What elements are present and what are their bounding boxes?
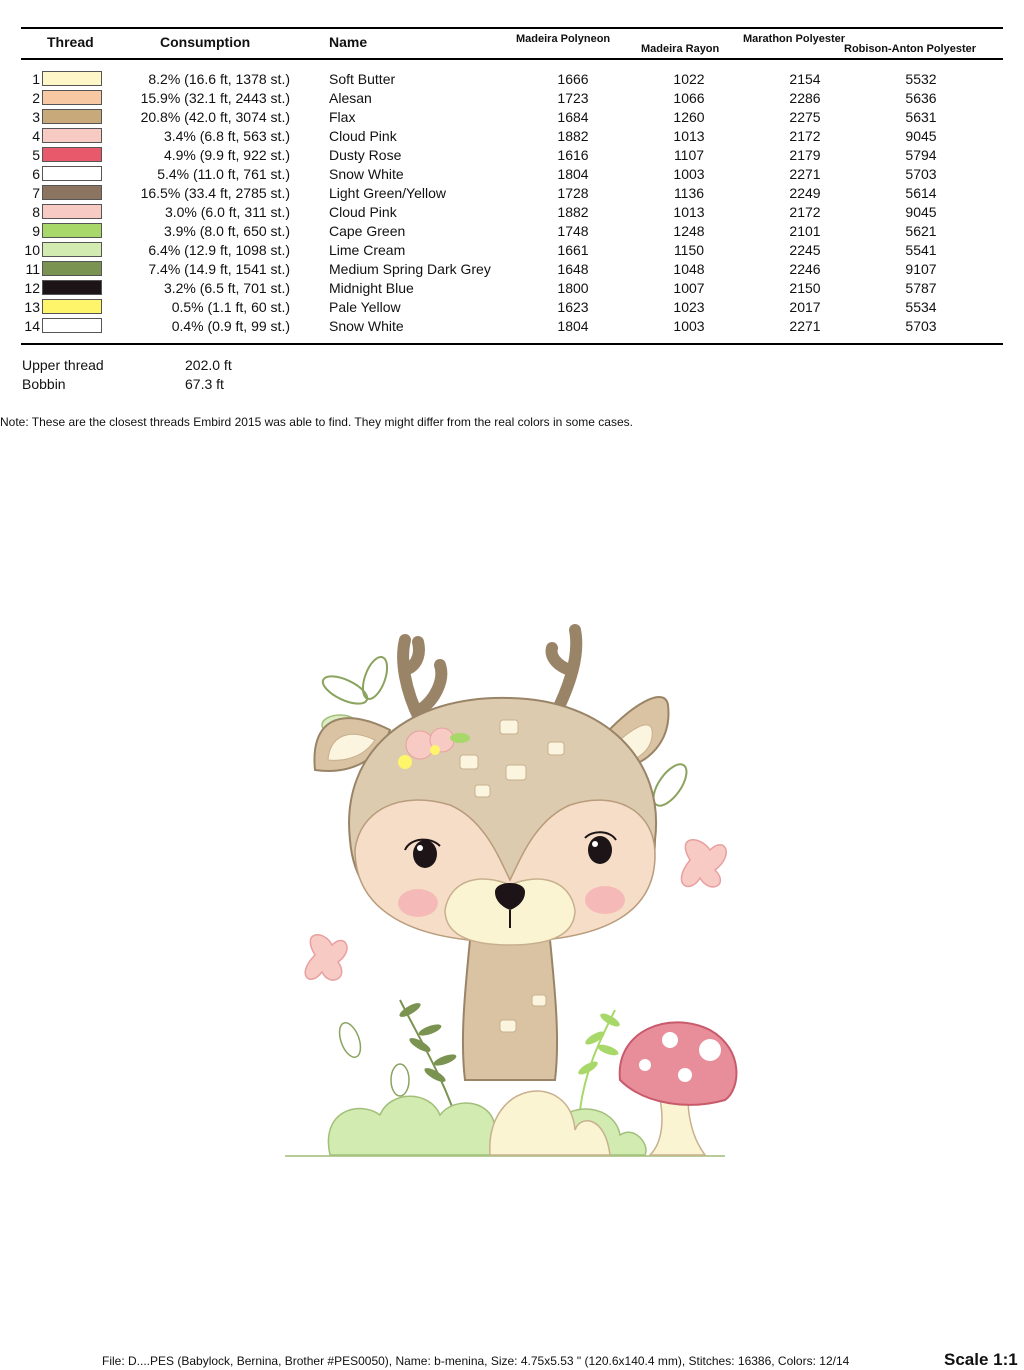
marathon-polyester-code: 2101: [789, 223, 821, 239]
madeira-polyneon-code: 1723: [557, 90, 589, 106]
table-row: [0, 203, 1024, 222]
thread-name: Light Green/Yellow: [329, 185, 447, 201]
thread-color-swatch: [42, 166, 102, 181]
thread-name: Cloud Pink: [329, 204, 397, 220]
thread-name: Lime Cream: [329, 242, 406, 258]
bobbin-label: Bobbin: [22, 376, 66, 392]
madeira-polyneon-code: 1661: [557, 242, 589, 258]
madeira-polyneon-code: 1684: [557, 109, 589, 125]
table-row: [0, 279, 1024, 298]
madeira-polyneon-code: 1882: [557, 128, 589, 144]
madeira-rayon-code: 1107: [673, 147, 705, 163]
upper-thread-value: 202.0 ft: [185, 357, 232, 373]
marathon-polyester-code: 2150: [789, 280, 821, 296]
thread-name: Snow White: [329, 318, 404, 334]
thread-consumption: 3.4% (6.8 ft, 563 st.): [163, 128, 290, 144]
header-consumption: Consumption: [160, 34, 251, 50]
marathon-polyester-code: 2286: [789, 90, 821, 106]
thread-number: 14: [24, 318, 40, 334]
table-row: [0, 127, 1024, 146]
table-row: [0, 70, 1024, 89]
marathon-polyester-code: 2172: [789, 128, 821, 144]
header-thread: Thread: [47, 34, 94, 50]
thread-color-swatch: [42, 223, 102, 238]
robison-anton-code: 5621: [905, 223, 937, 239]
thread-consumption: 7.4% (14.9 ft, 1541 st.): [148, 261, 290, 277]
header-madeira-polyneon: Madeira Polyneon: [516, 33, 611, 45]
table-row: [0, 146, 1024, 165]
madeira-polyneon-code: 1804: [557, 318, 589, 334]
thread-color-swatch: [42, 128, 102, 143]
thread-name: Snow White: [329, 166, 404, 182]
madeira-rayon-code: 1248: [673, 223, 705, 239]
madeira-polyneon-code: 1804: [557, 166, 589, 182]
robison-anton-code: 9107: [905, 261, 937, 277]
table-row: [0, 89, 1024, 108]
madeira-polyneon-code: 1800: [557, 280, 589, 296]
robison-anton-code: 9045: [905, 128, 937, 144]
madeira-rayon-code: 1022: [673, 71, 705, 87]
thread-color-swatch: [42, 318, 102, 333]
table-bottom-rule: [21, 343, 1003, 345]
robison-anton-code: 5794: [905, 147, 937, 163]
scale-label: Scale 1:1: [944, 1350, 1018, 1369]
thread-number: 11: [25, 261, 40, 277]
thread-number: 1: [32, 71, 40, 87]
thread-consumption: 6.4% (12.9 ft, 1098 st.): [148, 242, 290, 258]
thread-name: Medium Spring Dark Grey: [329, 261, 491, 277]
table-top-rule: [21, 27, 1003, 29]
robison-anton-code: 9045: [905, 204, 937, 220]
thread-color-swatch: [42, 204, 102, 219]
table-row: [0, 165, 1024, 184]
marathon-polyester-code: 2249: [789, 185, 821, 201]
table-row: [0, 108, 1024, 127]
madeira-polyneon-code: 1748: [557, 223, 589, 239]
marathon-polyester-code: 2179: [789, 147, 821, 163]
thread-name: Cape Green: [329, 223, 406, 239]
madeira-rayon-code: 1048: [673, 261, 705, 277]
thread-color-swatch: [42, 280, 102, 295]
thread-consumption: 3.0% (6.0 ft, 311 st.): [164, 204, 290, 220]
marathon-polyester-code: 2271: [789, 166, 821, 182]
marathon-polyester-code: 2275: [789, 109, 821, 125]
thread-consumption: 15.9% (32.1 ft, 2443 st.): [140, 90, 290, 106]
thread-consumption: 3.9% (8.0 ft, 650 st.): [163, 223, 290, 239]
madeira-polyneon-code: 1728: [557, 185, 589, 201]
table-row: [0, 298, 1024, 317]
thread-consumption: 20.8% (42.0 ft, 3074 st.): [140, 109, 290, 125]
table-row: [0, 260, 1024, 279]
marathon-polyester-code: 2246: [789, 261, 821, 277]
robison-anton-code: 5534: [905, 299, 937, 315]
thread-consumption: 0.5% (1.1 ft, 60 st.): [171, 299, 290, 315]
thread-color-swatch: [42, 147, 102, 162]
madeira-rayon-code: 1013: [673, 204, 705, 220]
thread-consumption: 0.4% (0.9 ft, 99 st.): [171, 318, 290, 334]
thread-note: Note: These are the closest threads Embird 2015 was able to find. They might differ from the real colors in some cases.: [0, 415, 633, 429]
thread-color-swatch: [42, 242, 102, 257]
thread-number: 9: [32, 223, 40, 239]
madeira-rayon-code: 1150: [673, 242, 705, 258]
file-info: File: D....PES (Babylock, Bernina, Brother #PES0050), Name: b-menina, Size: 4.75x5.53 " (120.6x140.4 mm), Stitches: 16386, Colors: 12/14: [102, 1354, 850, 1368]
robison-anton-code: 5636: [905, 90, 937, 106]
thread-color-swatch: [42, 109, 102, 124]
robison-anton-code: 5703: [905, 166, 937, 182]
robison-anton-code: 5631: [905, 109, 937, 125]
thread-name: Flax: [329, 109, 356, 125]
table-row: [0, 184, 1024, 203]
thread-number: 13: [24, 299, 40, 315]
thread-consumption: 16.5% (33.4 ft, 2785 st.): [140, 185, 290, 201]
madeira-rayon-code: 1260: [673, 109, 705, 125]
thread-consumption: 3.2% (6.5 ft, 701 st.): [163, 280, 290, 296]
thread-name: Alesan: [329, 90, 372, 106]
marathon-polyester-code: 2172: [789, 204, 821, 220]
thread-name: Midnight Blue: [329, 280, 414, 296]
thread-number: 5: [32, 147, 40, 163]
madeira-rayon-code: 1066: [673, 90, 705, 106]
table-row: [0, 317, 1024, 336]
robison-anton-code: 5703: [905, 318, 937, 334]
madeira-rayon-code: 1003: [673, 318, 705, 334]
robison-anton-code: 5614: [905, 185, 937, 201]
thread-number: 2: [32, 90, 40, 106]
thread-consumption: 4.9% (9.9 ft, 922 st.): [163, 147, 290, 163]
madeira-polyneon-code: 1882: [557, 204, 589, 220]
marathon-polyester-code: 2154: [789, 71, 821, 87]
header-marathon-polyester: Marathon Polyester: [743, 33, 846, 45]
marathon-polyester-code: 2017: [789, 299, 821, 315]
madeira-rayon-code: 1013: [673, 128, 705, 144]
madeira-polyneon-code: 1666: [557, 71, 589, 87]
madeira-rayon-code: 1136: [673, 185, 705, 201]
thread-color-swatch: [42, 261, 102, 276]
robison-anton-code: 5541: [905, 242, 937, 258]
upper-thread-label: Upper thread: [22, 357, 104, 373]
thread-name: Pale Yellow: [329, 299, 401, 315]
madeira-polyneon-code: 1648: [557, 261, 589, 277]
madeira-polyneon-code: 1616: [557, 147, 589, 163]
thread-color-swatch: [42, 185, 102, 200]
table-row: [0, 241, 1024, 260]
thread-number: 3: [32, 109, 40, 125]
thread-number: 4: [32, 128, 40, 144]
header-madeira-rayon: Madeira Rayon: [641, 43, 720, 55]
robison-anton-code: 5532: [905, 71, 937, 87]
thread-number: 8: [32, 204, 40, 220]
table-row: [0, 222, 1024, 241]
thread-color-swatch: [42, 90, 102, 105]
thread-color-swatch: [42, 299, 102, 314]
thread-number: 10: [24, 242, 40, 258]
madeira-rayon-code: 1003: [673, 166, 705, 182]
header-name: Name: [329, 34, 368, 50]
robison-anton-code: 5787: [905, 280, 937, 296]
thread-name: Soft Butter: [329, 71, 396, 87]
madeira-polyneon-code: 1623: [557, 299, 589, 315]
thread-number: 12: [24, 280, 40, 296]
thread-number: 7: [32, 185, 40, 201]
thread-color-swatch: [42, 71, 102, 86]
marathon-polyester-code: 2271: [789, 318, 821, 334]
thread-consumption: 8.2% (16.6 ft, 1378 st.): [148, 71, 290, 87]
thread-name: Cloud Pink: [329, 128, 397, 144]
madeira-rayon-code: 1007: [673, 280, 705, 296]
embroidery-preview: [270, 610, 750, 1170]
thread-number: 6: [32, 166, 40, 182]
madeira-rayon-code: 1023: [673, 299, 705, 315]
marathon-polyester-code: 2245: [789, 242, 821, 258]
thread-name: Dusty Rose: [329, 147, 402, 163]
table-header-rule: [21, 58, 1003, 60]
bobbin-value: 67.3 ft: [185, 376, 224, 392]
thread-consumption: 5.4% (11.0 ft, 761 st.): [157, 166, 290, 182]
header-robison-anton: Robison-Anton Polyester: [844, 43, 977, 55]
